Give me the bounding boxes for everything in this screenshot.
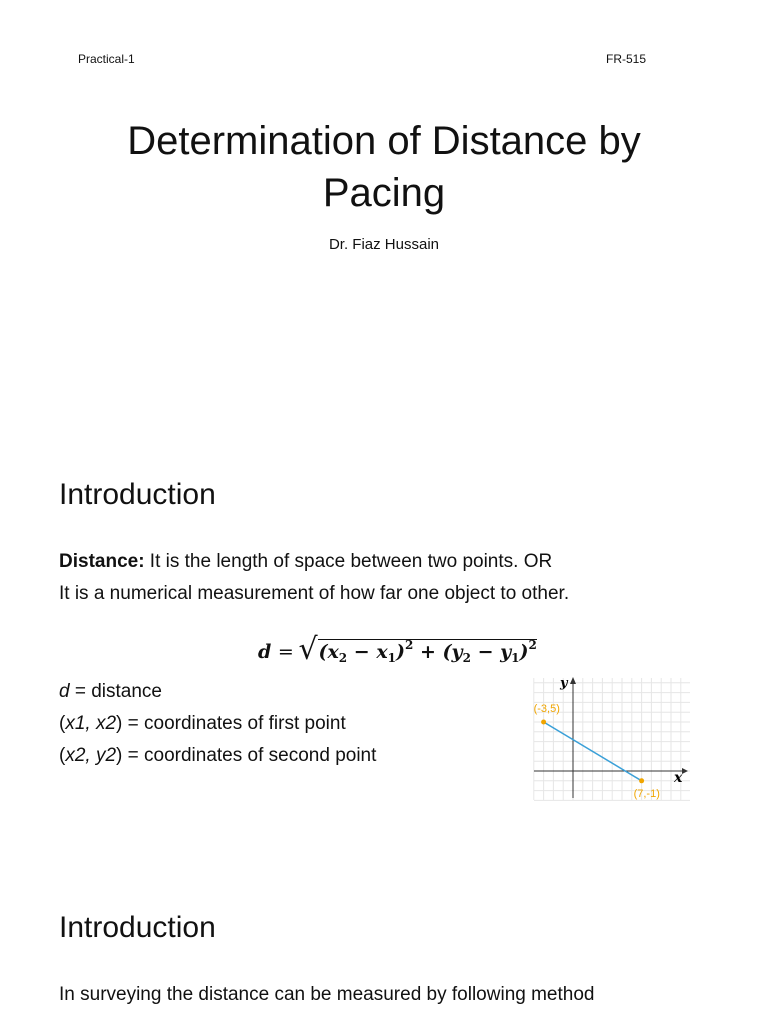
coordinate-graph bbox=[530, 672, 700, 804]
point-2-label: (7,-1) bbox=[633, 787, 660, 800]
x-axis-arrow bbox=[682, 768, 688, 774]
x-axis-label: x bbox=[674, 770, 683, 786]
definition-label: Distance: bbox=[59, 551, 145, 572]
def-d: d = distance bbox=[59, 681, 162, 702]
graph-grid bbox=[534, 678, 690, 800]
y-axis-label: y bbox=[560, 676, 568, 691]
header-left: Practical-1 bbox=[78, 52, 135, 66]
document-title bbox=[0, 115, 768, 219]
def-first-point: (x1, x2) = coordinates of first point bbox=[59, 713, 346, 734]
title-line-1: Determination of Distance by bbox=[127, 119, 641, 163]
point-1 bbox=[541, 720, 546, 725]
methods-intro: In surveying the distance can be measured by following method bbox=[59, 984, 595, 1005]
distance-formula: d = √ $(x_2 - x_1)^2 + (y_2 - y_1)^2$ bbox=[258, 638, 537, 665]
square-root: √ $(x_2 - x_1)^2 + (y_2 - y_1)^2$ bbox=[300, 638, 536, 665]
definition-line bbox=[59, 550, 552, 574]
point-2 bbox=[639, 778, 644, 783]
title-line-2: Pacing bbox=[322, 171, 446, 215]
definition-line-2: It is a numerical measurement of how far one object to other. bbox=[59, 583, 570, 604]
header-right: FR-515 bbox=[606, 52, 647, 66]
section-heading-1: Introduction bbox=[59, 478, 216, 511]
def-second-point: (x2, y2) = coordinates of second point bbox=[59, 745, 377, 766]
author: Dr. Fiaz Hussain bbox=[328, 236, 440, 253]
point-1-label: (-3,5) bbox=[533, 703, 560, 715]
section-heading-2: Introduction bbox=[59, 911, 216, 944]
definition-text: It is the length of space between two points. OR bbox=[144, 551, 553, 572]
y-axis-arrow bbox=[570, 677, 576, 684]
